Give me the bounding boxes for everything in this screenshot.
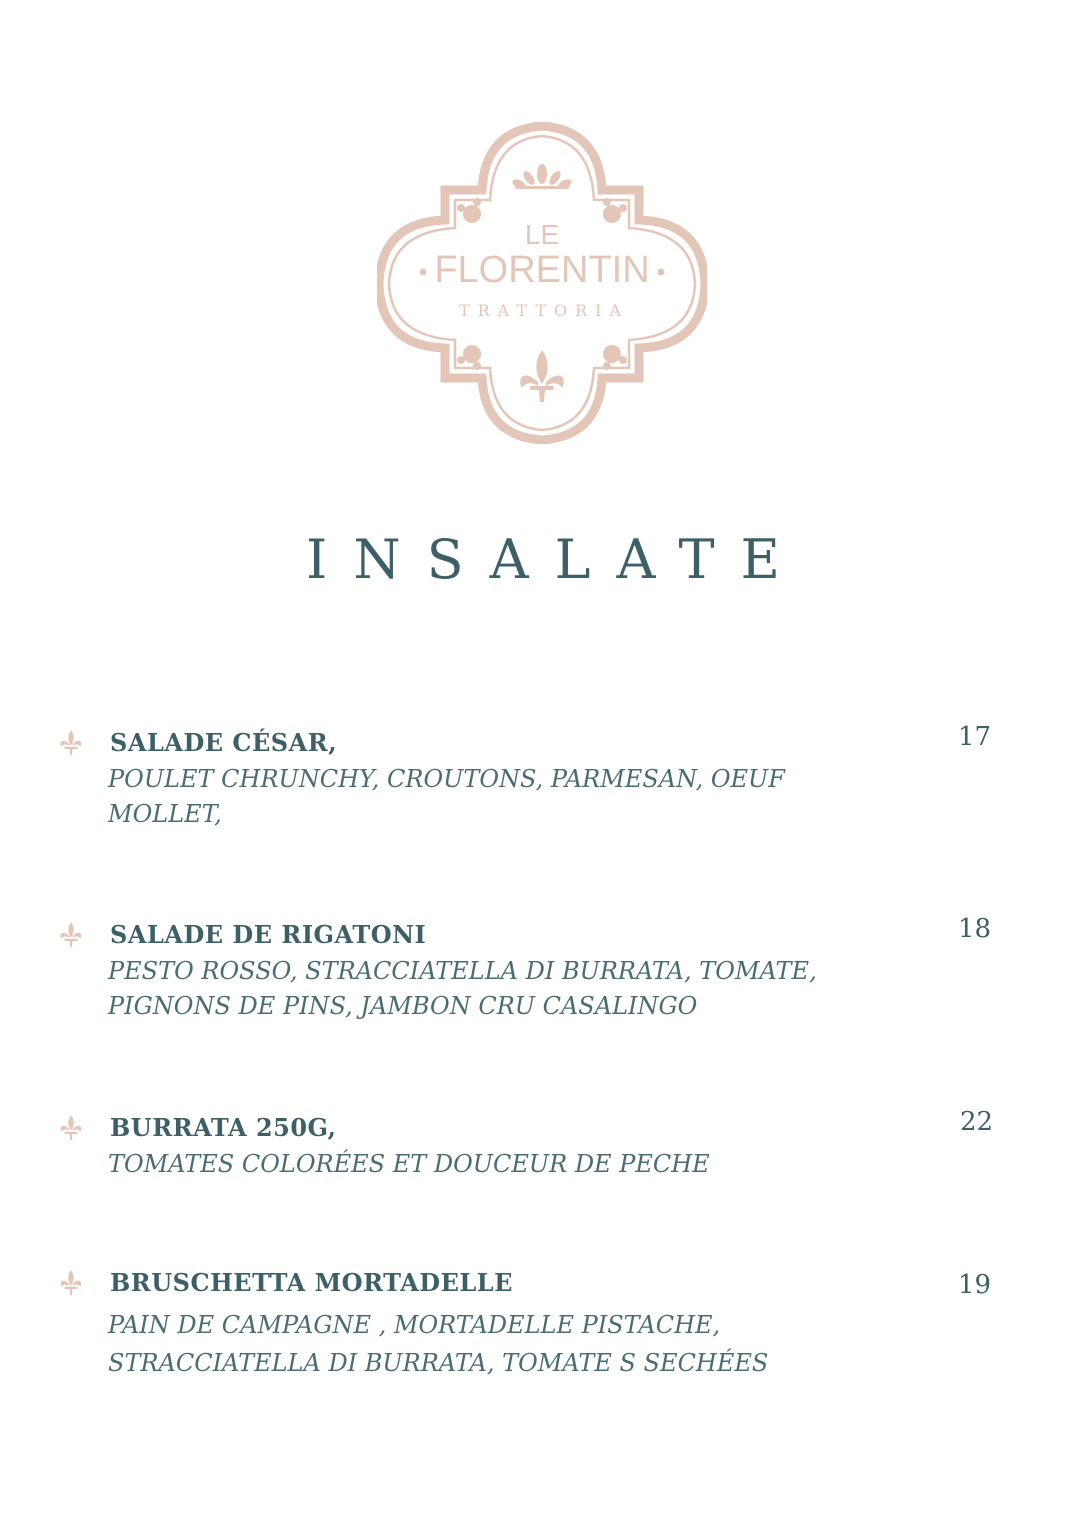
item-description: PAIN DE CAMPAGNE , MORTADELLE PISTACHE, STRACCIATELLA DI BURRATA, TOMATE S SECHÉES xyxy=(108,1311,769,1377)
fleur-de-lis-icon xyxy=(58,920,84,950)
logo-text-florentin: FLORENTIN xyxy=(434,249,650,291)
fleur-de-lis-icon xyxy=(58,728,84,758)
item-price: 22 xyxy=(960,1107,994,1137)
restaurant-logo xyxy=(377,122,707,444)
logo-text-trattoria: TRATTORIA xyxy=(458,301,630,320)
ornament-top-icon xyxy=(511,164,573,191)
item-price: 18 xyxy=(958,914,992,944)
item-price: 17 xyxy=(958,722,992,752)
fleur-de-lis-icon xyxy=(58,1268,84,1298)
section-title: INSALATE xyxy=(306,528,806,591)
item-price: 19 xyxy=(958,1270,992,1300)
item-name: BRUSCHETTA MORTADELLE xyxy=(110,1268,513,1297)
fleur-de-lis-icon xyxy=(520,350,564,402)
item-name: SALADE CÉSAR, xyxy=(110,728,338,757)
fleur-de-lis-icon xyxy=(58,1113,84,1143)
logo-text-le: LE xyxy=(524,219,560,250)
logo-emblem xyxy=(377,122,707,444)
item-description: POULET CHRUNCHY, CROUTONS, PARMESAN, OEUF MOLLET, xyxy=(108,765,785,828)
item-description: PESTO ROSSO, STRACCIATELLA DI BURRATA, TOMATE, PIGNONS DE PINS, JAMBON CRU CASALINGO xyxy=(108,957,817,1020)
item-description: TOMATES COLORÉES ET DOUCEUR DE PECHE xyxy=(108,1150,710,1178)
item-name: SALADE DE RIGATONI xyxy=(110,920,427,949)
item-name: BURRATA 250G, xyxy=(110,1113,337,1142)
